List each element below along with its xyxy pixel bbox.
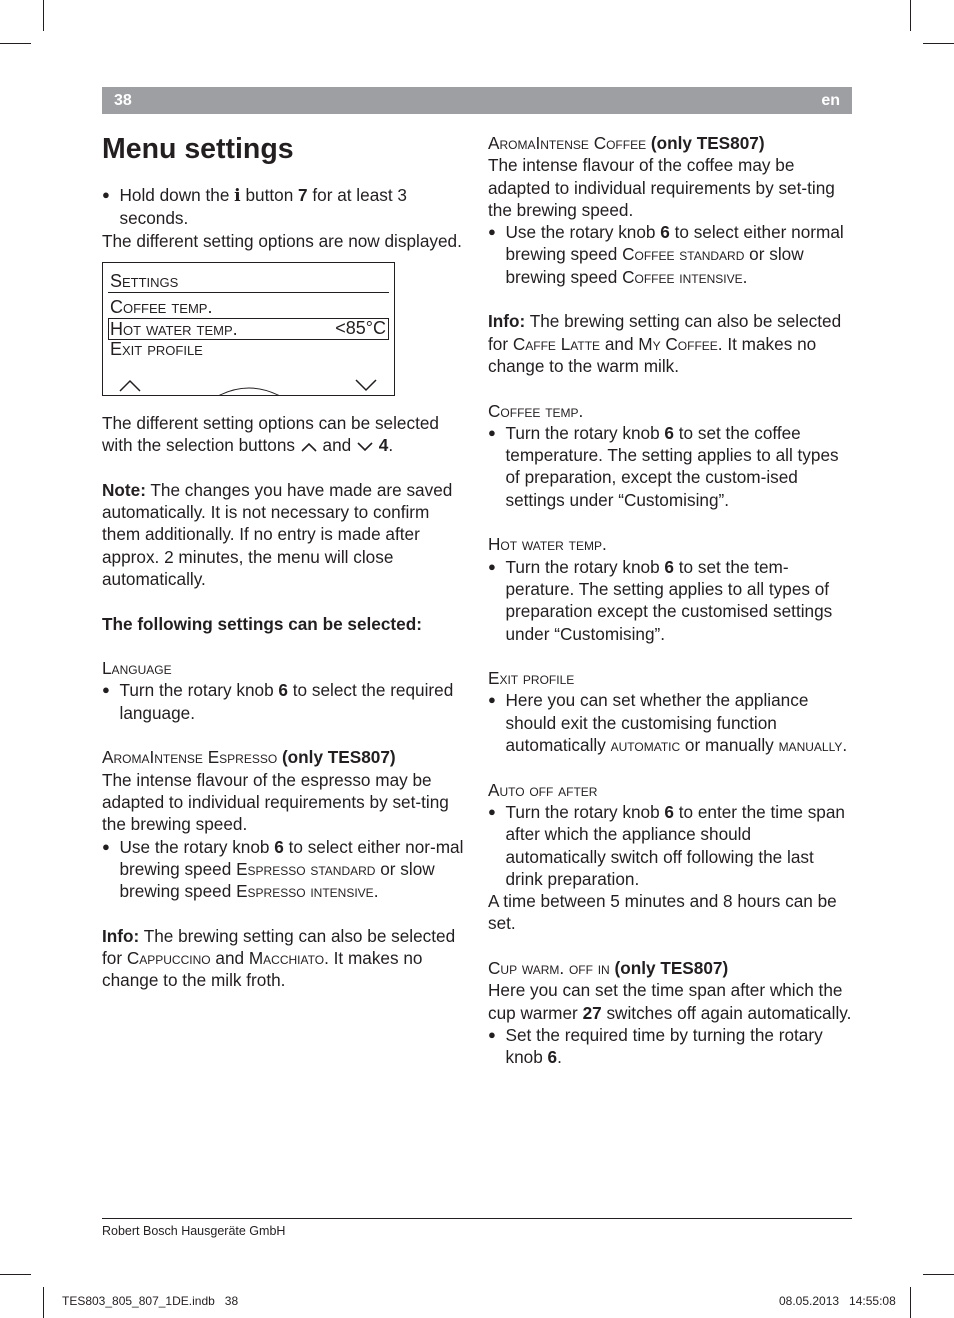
chevron-up-icon	[300, 440, 318, 452]
text: .	[373, 881, 379, 902]
text: AromaIntense Coffee	[488, 133, 647, 153]
list-item	[488, 422, 854, 511]
crop-mark	[0, 43, 31, 44]
display-item-exit-profile: Exit profile	[110, 338, 203, 359]
text: to select either normal brewing speed	[505, 222, 844, 265]
text: for at least 3 seconds.	[119, 185, 407, 229]
crop-mark	[43, 1287, 44, 1318]
print-date-slug: 08.05.2013 14:55:08	[779, 1294, 896, 1308]
info-label: Info:	[488, 311, 526, 332]
text: Turn the rotary knob	[119, 680, 279, 701]
chevron-down-icon	[356, 440, 374, 452]
text: Here you can set whether the appliance should exit the customising function automatically	[505, 690, 809, 756]
menu-option: automatic	[610, 735, 681, 756]
text: or slow brewing speed	[119, 858, 435, 902]
ref-number: 7	[298, 185, 308, 205]
ref-number: 6	[660, 222, 670, 243]
paragraph: The intense flavour of the espresso may be adapted to individual requirements by set-ting the brewing speed.	[102, 769, 449, 835]
crop-mark	[910, 1287, 911, 1318]
text: Cup warm. off in	[488, 957, 610, 978]
section-heading-hot-water-temp: Hot water temp.	[488, 534, 607, 555]
footer-divider	[102, 1218, 852, 1219]
list-item	[488, 801, 854, 890]
list-item	[102, 184, 466, 230]
right-column	[488, 132, 854, 1068]
paragraph	[488, 979, 854, 1024]
text: to select the required language.	[119, 680, 454, 723]
ref-number: 6	[274, 836, 284, 857]
text: .	[742, 266, 748, 287]
section-heading-aroma-coffee	[488, 132, 854, 154]
display-value: <85°C	[335, 317, 386, 338]
print-file-slug: TES803_805_807_1DE.indb 38	[62, 1294, 239, 1308]
section-heading-exit-profile: Exit profile	[488, 668, 575, 689]
text: and	[600, 333, 639, 354]
paragraph: A time between 5 minutes and 8 hours can be set.	[488, 891, 837, 934]
text: (only TES807)	[646, 133, 765, 153]
footer-company: Robert Bosch Hausgeräte GmbH	[102, 1224, 286, 1238]
text: to select either nor-mal brewing speed	[119, 836, 464, 879]
section-heading-auto-off: Auto off after	[488, 779, 598, 800]
text: . It makes no change to the warm milk.	[488, 333, 817, 376]
menu-option: manually	[778, 735, 843, 756]
list-item	[488, 556, 854, 645]
text: (only TES807)	[609, 957, 729, 978]
ref-number: 6	[664, 556, 674, 577]
section-heading-cup-warm	[488, 957, 854, 979]
text: (only TES807)	[277, 747, 396, 768]
rotary-knob-arc-icon	[218, 388, 280, 395]
text: Set the required time by turning the rotary knob	[505, 1024, 823, 1068]
list-item	[102, 836, 466, 903]
info-paragraph	[102, 925, 466, 992]
page-header-bar	[102, 87, 852, 114]
display-screen	[102, 262, 395, 396]
text: Turn the rotary knob	[505, 422, 665, 443]
text: Use the rotary knob	[505, 222, 661, 243]
text: Turn the rotary knob	[505, 556, 665, 577]
chevron-up-icon	[120, 381, 140, 391]
chevron-down-icon	[356, 380, 376, 390]
text: The brewing setting can also be selected for	[102, 925, 456, 969]
text: or slow brewing speed	[505, 244, 804, 287]
menu-option: Coffee standard	[622, 244, 745, 265]
text: and	[317, 435, 357, 456]
menu-option: Espresso standard	[236, 858, 376, 879]
crop-mark	[923, 1274, 954, 1275]
info-button-icon: i	[234, 186, 241, 206]
ref-number: 4	[378, 435, 389, 456]
ref-number: 6	[664, 801, 674, 822]
info-paragraph	[488, 310, 854, 377]
text: or manually	[680, 735, 779, 756]
list-item	[488, 689, 854, 756]
section-heading-language: Language	[102, 658, 172, 679]
list-item	[488, 221, 854, 288]
display-item-hot-water-temp: Hot water temp.	[110, 318, 238, 339]
text: to set the tem-perature. The setting applies to all types of preparation except the customised settings under “Customising”.	[505, 556, 833, 644]
text: switches off again automatically.	[601, 1002, 852, 1023]
section-heading-coffee-temp: Coffee temp.	[488, 400, 584, 421]
display-graphics	[103, 263, 394, 395]
note-label: Note:	[102, 479, 146, 500]
menu-option: Espresso intensive	[236, 881, 374, 902]
language-code: en	[821, 92, 840, 109]
text: The brewing setting can also be selected for	[488, 311, 842, 354]
note-paragraph	[102, 479, 466, 590]
text: .	[557, 1047, 562, 1068]
text: .	[388, 435, 394, 456]
ref-number: 6	[547, 1047, 558, 1068]
text: . It makes no change to the milk froth.	[102, 948, 423, 991]
text: AromaIntense Espresso	[102, 747, 278, 768]
page-title: Menu settings	[102, 133, 294, 165]
menu-option: Coffee intensive	[622, 266, 743, 287]
section-intro	[102, 613, 466, 635]
text: to set the coffee temperature. The setting applies to all types of preparation, except the custom-ised settings under “Customising”.	[505, 422, 839, 510]
menu-option: My Coffee	[638, 333, 718, 354]
list-item	[102, 679, 466, 724]
crop-mark	[910, 0, 911, 31]
crop-mark	[0, 1274, 31, 1275]
list-item	[488, 1024, 854, 1069]
menu-option: Cappuccino	[126, 948, 211, 969]
text: Hold down the	[119, 185, 235, 205]
text: Here you can set the time span after which the cup warmer	[488, 980, 843, 1023]
text: and	[210, 948, 249, 969]
display-heading: Settings	[110, 270, 179, 291]
text: .	[842, 735, 848, 756]
section-heading-aroma-espresso	[102, 746, 466, 768]
paragraph: The different setting options are now displayed.	[102, 230, 462, 251]
crop-mark	[923, 43, 954, 44]
display-item-coffee-temp: Coffee temp.	[110, 296, 213, 317]
ref-number: 6	[664, 422, 674, 443]
text: Turn the rotary knob	[505, 801, 665, 822]
left-column	[102, 132, 466, 992]
ref-number: 6	[278, 680, 288, 701]
text: button	[240, 185, 299, 205]
text: The different setting options can be selected with the selection buttons	[102, 412, 439, 456]
text: to enter the time span after which the appliance should automatically switch off following the last drink preparation.	[505, 801, 845, 889]
text: The following settings can be selected:	[102, 613, 422, 634]
menu-option: Caffe Latte	[512, 333, 601, 354]
info-label: Info:	[102, 925, 140, 946]
paragraph	[102, 412, 466, 457]
text: Use the rotary knob	[119, 836, 275, 857]
crop-mark	[43, 0, 44, 31]
paragraph: The intense flavour of the coffee may be adapted to individual requirements by set-ting the brewing speed.	[488, 155, 835, 220]
text: The changes you have made are saved automatically. It is not necessary to confirm them additionally. If no entry is made after approx. 2 minutes, the menu will close automatically.	[102, 479, 453, 589]
ref-number: 27	[582, 1002, 602, 1023]
page-number: 38	[114, 92, 132, 109]
menu-option: Macchiato	[248, 948, 325, 969]
